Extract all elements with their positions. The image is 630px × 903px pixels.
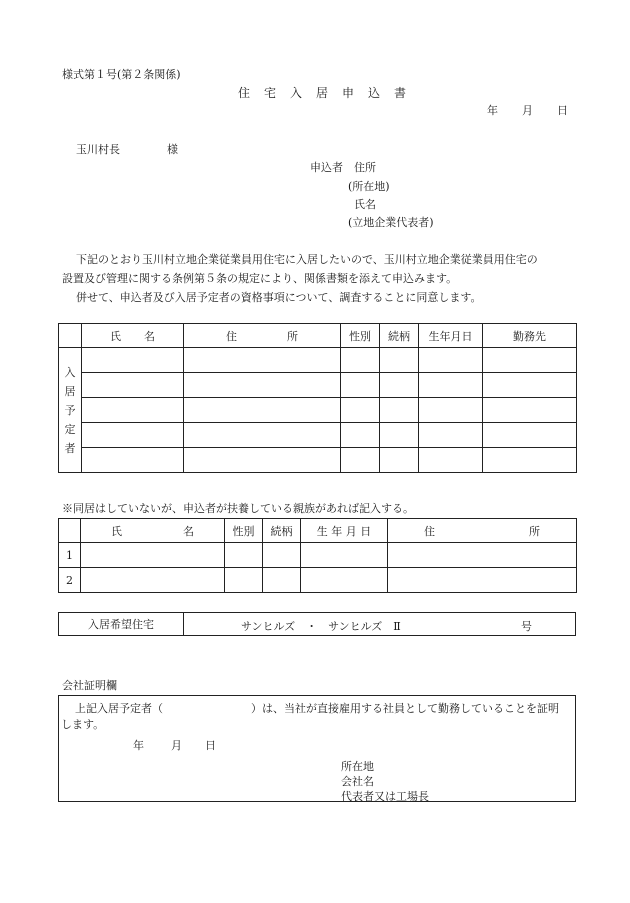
row-number: 1: [59, 543, 81, 568]
resident-workplace-field[interactable]: [483, 348, 577, 373]
corner-cell: [59, 324, 82, 348]
header-relation: 続柄: [380, 324, 419, 348]
resident-workplace-field[interactable]: [483, 398, 577, 423]
corner-cell: [59, 519, 81, 543]
residents-side-label: 入 居 予 定 者: [59, 348, 82, 473]
resident-relation-field[interactable]: [380, 348, 419, 373]
body-line-2: 設置及び管理に関する条例第５条の規定により、関係書類を添えて申込みます。: [62, 272, 458, 285]
resident-relation-field[interactable]: [380, 423, 419, 448]
addressee-name: 玉川村長: [76, 143, 120, 156]
header-name: 氏 名: [81, 519, 225, 543]
resident-dob-field[interactable]: [419, 398, 483, 423]
header-address: 住 所: [388, 519, 577, 543]
header-dob: 生 年 月 日: [301, 519, 388, 543]
cert-location-label: 所在地: [341, 760, 374, 773]
header-gender: 性別: [225, 519, 263, 543]
dependent-name-field[interactable]: [81, 543, 225, 568]
cert-line1-post: ）は、当社が直接雇用する社員として勤務していることを証明: [251, 702, 559, 715]
applicant-location-label: (所在地): [348, 180, 390, 193]
row-number: 2: [59, 568, 81, 593]
document-title: 住 宅 入 居 申 込 書: [238, 86, 408, 100]
housing-options[interactable]: サンヒルズ ・ サンヒルズ Ⅱ: [241, 620, 401, 633]
resident-workplace-field[interactable]: [483, 448, 577, 473]
company-cert-heading: 会社証明欄: [62, 679, 117, 692]
resident-workplace-field[interactable]: [483, 373, 577, 398]
resident-dob-field[interactable]: [419, 373, 483, 398]
cert-line2: します。: [61, 718, 105, 731]
dependent-address-field[interactable]: [388, 568, 577, 593]
cert-date-year: 年: [133, 739, 144, 752]
resident-gender-field[interactable]: [341, 398, 380, 423]
applicant-name-label: 氏名: [354, 198, 376, 211]
dependent-gender-field[interactable]: [225, 568, 263, 593]
dependents-table: [58, 518, 577, 593]
applicant-rep-label: (立地企業代表者): [348, 216, 434, 229]
dependent-name-field[interactable]: [81, 568, 225, 593]
body-line-3: 併せて、申込者及び入居予定者の資格事項について、調査することに同意します。: [76, 291, 482, 304]
resident-dob-field[interactable]: [419, 348, 483, 373]
date-year: 年: [487, 104, 498, 117]
dependent-dob-field[interactable]: [301, 568, 388, 593]
applicant-address-label: 住所: [354, 161, 376, 174]
resident-gender-field[interactable]: [341, 373, 380, 398]
resident-relation-field[interactable]: [380, 373, 419, 398]
header-relation: 続柄: [263, 519, 301, 543]
resident-address-field[interactable]: [184, 448, 341, 473]
header-workplace: 勤務先: [483, 324, 577, 348]
header-address: 住 所: [184, 324, 341, 348]
cert-date-month: 月: [171, 739, 182, 752]
date-day: 日: [557, 104, 568, 117]
resident-dob-field[interactable]: [419, 423, 483, 448]
resident-workplace-field[interactable]: [483, 423, 577, 448]
dependent-dob-field[interactable]: [301, 543, 388, 568]
resident-dob-field[interactable]: [419, 448, 483, 473]
resident-address-field[interactable]: [184, 373, 341, 398]
applicant-label: 申込者: [310, 161, 343, 174]
resident-name-field[interactable]: [82, 423, 184, 448]
resident-name-field[interactable]: [82, 348, 184, 373]
header-dob: 生年月日: [419, 324, 483, 348]
resident-gender-field[interactable]: [341, 348, 380, 373]
date-month: 月: [522, 104, 533, 117]
form-number: 様式第１号(第２条関係): [62, 68, 181, 81]
resident-name-field[interactable]: [82, 373, 184, 398]
cert-employee-name-field[interactable]: [181, 700, 251, 714]
desired-housing-box: [58, 612, 576, 636]
resident-address-field[interactable]: [184, 423, 341, 448]
dependent-relation-field[interactable]: [263, 543, 301, 568]
resident-address-field[interactable]: [184, 398, 341, 423]
resident-name-field[interactable]: [82, 398, 184, 423]
header-name: 氏 名: [82, 324, 184, 348]
housing-unit-label: 号: [521, 620, 532, 633]
body-line-1: 下記のとおり玉川村立地企業従業員用住宅に入居したいので、玉川村立地企業従業員用住宅の: [76, 253, 538, 266]
residents-table: [58, 323, 577, 473]
cert-rep-label: 代表者又は工場長: [341, 790, 429, 803]
resident-relation-field[interactable]: [380, 398, 419, 423]
cert-company-label: 会社名: [341, 775, 374, 788]
company-cert-box: [58, 695, 576, 802]
cert-date-day: 日: [205, 739, 216, 752]
resident-gender-field[interactable]: [341, 448, 380, 473]
resident-gender-field[interactable]: [341, 423, 380, 448]
desired-housing-label: 入居希望住宅: [59, 613, 184, 635]
dependent-address-field[interactable]: [388, 543, 577, 568]
header-gender: 性別: [341, 324, 380, 348]
resident-name-field[interactable]: [82, 448, 184, 473]
resident-address-field[interactable]: [184, 348, 341, 373]
resident-relation-field[interactable]: [380, 448, 419, 473]
dependent-relation-field[interactable]: [263, 568, 301, 593]
addressee-honorific: 様: [167, 143, 178, 156]
dependent-gender-field[interactable]: [225, 543, 263, 568]
dependents-note: ※同居はしていないが、申込者が扶養している親族があれば記入する。: [62, 502, 414, 515]
cert-line1-pre: 上記入居予定者（: [75, 702, 163, 715]
